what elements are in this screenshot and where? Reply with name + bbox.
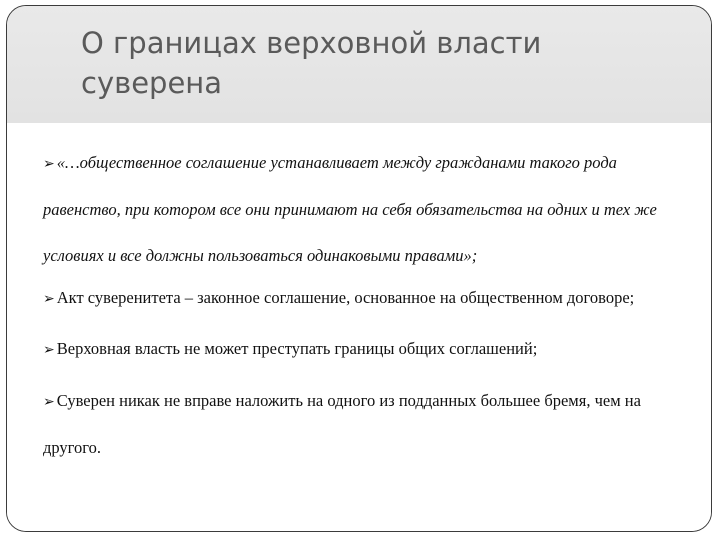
bullet-text: Акт суверенитета – законное соглашение, основанное на общественном договоре; — [56, 288, 635, 307]
slide-content — [7, 123, 711, 531]
bullet-item — [43, 140, 693, 279]
slide-title: О границах верховной власти суверена — [81, 26, 542, 100]
arrow-bullet-icon: ➢ — [43, 394, 55, 410]
slide — [6, 5, 712, 532]
bullet-text: Верховная власть не может преступать границы общих соглашений; — [56, 339, 538, 358]
arrow-bullet-icon: ➢ — [43, 156, 55, 172]
bullet-text: Суверен никак не вправе наложить на одного из подданных большее бремя, чем на другого. — [43, 391, 641, 457]
arrow-bullet-icon: ➢ — [43, 342, 55, 358]
bullet-text: «…общественное соглашение устанавливает между гражданами такого рода равенство, при котором все они принимают на себя обязательства на одних и тех же условиях и все должны пользоваться одинаковыми правами»; — [43, 153, 657, 265]
bullet-item — [43, 326, 693, 373]
bullet-item — [43, 275, 693, 322]
arrow-bullet-icon: ➢ — [43, 291, 55, 307]
bullet-item — [43, 378, 693, 471]
title-area — [7, 6, 712, 123]
